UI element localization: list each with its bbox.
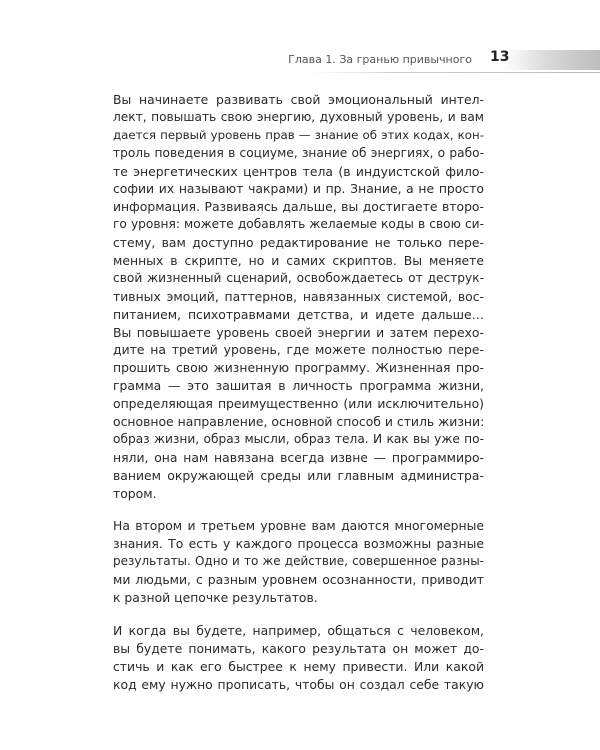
text-line: прошить свою жизненную программу. Жизненная про-	[113, 360, 484, 376]
text-line: основное направление, основной способ и стиль жизни:	[113, 414, 485, 430]
text-line: результаты. Одно и то же действие, совершенное разны-	[113, 554, 484, 569]
text-line: Вы начинаете развивать свой эмоциональный интел-	[113, 92, 484, 107]
paragraph-3	[113, 622, 484, 694]
header-rule	[310, 72, 600, 73]
chapter-title: Глава 1. За гранью привычного	[288, 53, 472, 66]
text-line: грамма — это зашитая в личность программа жизни,	[113, 378, 484, 394]
text-line: Вы повышаете уровень своей энергии и затем перехо-	[113, 324, 484, 340]
text-line: софии их называют чакрами) и пр. Знание, а не просто	[113, 181, 484, 197]
text-line: код ему нужно прописать, чтобы он создал себе такую	[113, 676, 484, 692]
text-line: информация. Развиваясь дальше, вы достигаете второ-	[113, 199, 484, 215]
text-line: стичь и как его быстрее к нему привести. Или какой	[113, 658, 484, 674]
text-line: троль поведения в социуме, знание об энергиях, о рабо-	[113, 145, 484, 160]
paragraph-2	[113, 517, 484, 606]
text-line: дается первый уровень прав — знание об этих кодах, кон-	[113, 127, 484, 142]
text-line: питанием, психотравмами детства, и идете дальше…	[113, 306, 484, 322]
body-text	[113, 91, 484, 709]
text-line: менных в скрипте, но и самих скриптов. Вы меняете	[113, 253, 484, 269]
paragraph-1	[113, 91, 484, 502]
text-line: лект, повышать свою энергию, духовный уровень, и вам	[113, 109, 484, 124]
running-header	[0, 48, 600, 74]
text-line: няли, она нам навязана всегда извне — программиро-	[113, 449, 484, 465]
text-line: образ жизни, образ мысли, образ тела. И как вы уже по-	[113, 431, 484, 446]
text-line: определяющая преимущественно (или исключительно)	[113, 396, 484, 412]
header-gradient-bar	[504, 50, 600, 70]
text-line: тивных эмоций, паттернов, навязанных системой, вос-	[113, 288, 484, 304]
text-line: знания. То есть у каждого процесса возможны разные	[113, 536, 484, 552]
text-line: И когда вы будете, например, общаться с человеком,	[113, 622, 484, 638]
text-line: вы будете понимать, какого результата он может до-	[113, 640, 484, 656]
text-line: свой жизненный сценарий, освобождаетесь от деструк-	[113, 270, 484, 285]
text-line: тором.	[113, 485, 157, 501]
text-line: ванием окружающей среды или главным администра-	[113, 467, 484, 483]
page-number: 13	[490, 49, 510, 65]
text-line: На втором и третьем уровне вам даются многомерные	[113, 518, 484, 534]
text-line: го уровня: можете добавлять желаемые коды в свою си-	[113, 217, 484, 232]
text-line: те энергетических центров тела (в индуистской фило-	[113, 163, 484, 179]
text-line: к разной цепочке результатов.	[113, 590, 318, 606]
text-line: дите на третий уровень, где можете полностью пере-	[113, 342, 484, 358]
text-line: ми людьми, с разным уровнем осознанности, приводит	[113, 572, 484, 588]
text-line: стему, вам доступно редактирование не только пере-	[113, 235, 484, 251]
